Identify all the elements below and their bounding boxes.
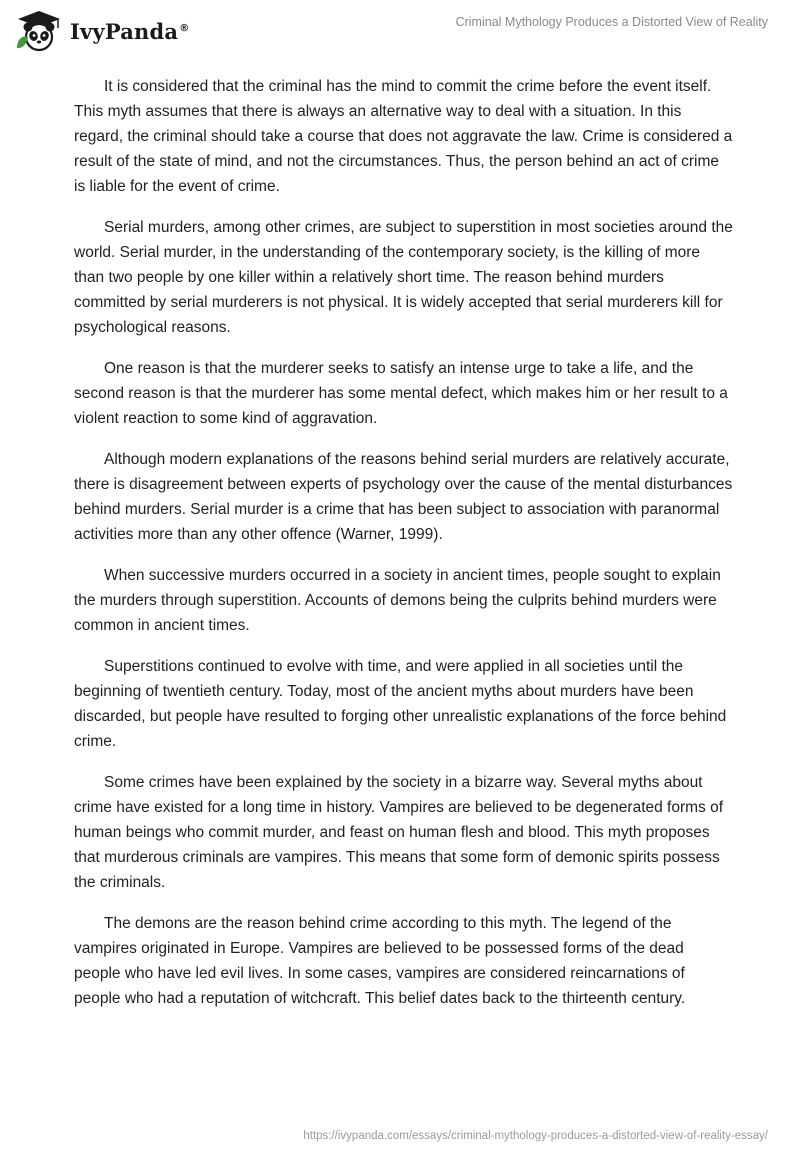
paragraph: Superstitions continued to evolve with time, and were applied in all societies until the beginning of twentieth century. Today, most of the ancient myths about murders have been discarded, but people have resulted to forging other unrealistic explanations of the force behind crime. — [74, 658, 727, 750]
panda-graduate-icon — [14, 8, 64, 52]
brand-name: IvyPanda® — [70, 18, 190, 44]
registered-mark: ® — [179, 22, 190, 34]
source-url-link[interactable]: https://ivypanda.com/essays/criminal-mythology-produces-a-distorted-view-of-reality-essay/ — [303, 1130, 768, 1142]
paragraph: One reason is that the murderer seeks to satisfy an intense urge to take a life, and the second reason is that the murderer has some mental defect, which makes him or her result to a violent reaction to some kind of aggravation. — [74, 360, 728, 427]
paragraph: When successive murders occurred in a society in ancient times, people sought to explain the murders through superstition. Accounts of demons being the culprits behind murders were common in ancient times. — [74, 567, 721, 634]
document-title: Criminal Mythology Produces a Distorted View of Reality — [455, 15, 768, 29]
paragraph: The demons are the reason behind crime according to this myth. The legend of the vampires originated in Europe. Vampires are believed to be possessed forms of the dead people who have led evil lives. In some cases, vampires are considered reincarnations of people who had a reputation of witchcraft. This belief dates back to the thirteenth century. — [74, 915, 686, 1007]
page-header — [0, 0, 800, 64]
essay-body — [74, 74, 734, 1027]
paragraph: Some crimes have been explained by the society in a bizarre way. Several myths about crime have existed for a long time in history. Vampires are believed to be degenerated forms of human beings who commit murder, and feast on human flesh and blood. This myth proposes that murderous criminals are vampires. This means that some form of demonic spirits possess the criminals. — [74, 774, 724, 891]
brand-logo[interactable] — [14, 8, 194, 52]
paragraph: Serial murders, among other crimes, are subject to superstition in most societies around the world. Serial murder, in the understanding of the contemporary society, is the killing of more than two people by one killer within a relatively short time. The reason behind murders committed by serial murderers is not physical. It is widely accepted that serial murderers kill for psychological reasons. — [74, 219, 733, 336]
paragraph: Although modern explanations of the reasons behind serial murders are relatively accurate, there is disagreement between experts of psychology over the cause of the mental disturbances behind murders. Serial murder is a crime that has been subject to association with paranormal activities more than any other offence (Warner, 1999). — [74, 451, 733, 543]
paragraph: It is considered that the criminal has the mind to commit the crime before the event itself. This myth assumes that there is always an alternative way to deal with a situation. In this regard, the criminal should take a course that does not aggravate the law. Crime is considered a result of the state of mind, and not the circumstances. Thus, the person behind an act of crime is liable for the event of crime. — [74, 78, 733, 195]
